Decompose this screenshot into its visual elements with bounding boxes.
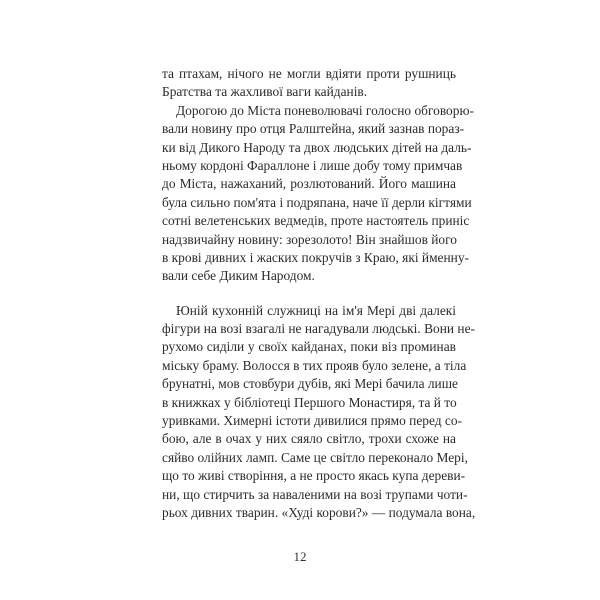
- paragraph-1: [162, 65, 456, 102]
- text-line: вали новину про отця Ралштейна, який зазнав пораз-: [162, 121, 465, 137]
- text-line: сяйво олійних ламп. Саме це світло переконало Мері,: [162, 449, 468, 465]
- text-line: до Міста, нажаханий, розлютований. Його машина: [162, 176, 456, 192]
- text-line: сотні велетенських ведмедів, проте настоятель приніс: [162, 213, 470, 229]
- text-line: та птахам, нічого не могли вдіяти проти рушниць: [162, 66, 456, 81]
- text-line: Юній кухонній служниці на ім'я Мері дві далекі: [176, 302, 456, 318]
- text-line: в крові дивних і жаских покручів з Краю, які йменну-: [162, 249, 469, 265]
- text-line: ньому кордоні Фараллоне і лише добу тому примчав: [162, 157, 463, 173]
- text-line: ки від Дикого Народу та двох людських дітей на даль-: [162, 139, 472, 155]
- text-line: Братства та жахливої ваги кайданів.: [162, 84, 368, 100]
- text-line: брунатні, мов стовбури дубів, які Мері бачила лише: [162, 376, 458, 392]
- text-line: ни, що стирчить за наваленими на возі трупами чоти-: [162, 486, 468, 502]
- text-line: бою, але в очах у них сяяло світло, трохи схоже на: [162, 431, 456, 447]
- paragraph-2: [162, 102, 474, 286]
- text-line: уривками. Химерні істоти дивилися прямо перед со-: [162, 413, 463, 429]
- text-line: була сильно пом'ята і подряпана, наче її дерли кігтями: [162, 194, 472, 210]
- text-line: фігури на возі взагалі не нагадували людські. Вони не-: [162, 321, 475, 337]
- text-line: вали себе Диким Народом.: [162, 268, 315, 284]
- text-line: Дорогою до Міста поневолювачі голосно обговорю-: [176, 102, 474, 118]
- page-number: 12: [293, 549, 307, 564]
- paragraph-3: [162, 302, 476, 523]
- text-line: надзвичайну новину: зорезолото! Він знайшов його: [162, 231, 457, 247]
- page-body: [162, 65, 476, 522]
- text-line: що то живі створіння, а не просто якась купа дереви-: [162, 468, 466, 484]
- section-break: [162, 286, 456, 302]
- text-line: міську браму. Волосся в тих прояв було зелене, а тіла: [162, 357, 467, 373]
- text-line: рьох дивних тварин. «Худі корови?» — подумала вона,: [162, 504, 476, 520]
- text-line: в книжках у бібліотеці Першого Монастиря, та й то: [162, 394, 457, 410]
- text-line: рухомо сиділи у своїх кайданах, поки віз проминав: [162, 339, 456, 355]
